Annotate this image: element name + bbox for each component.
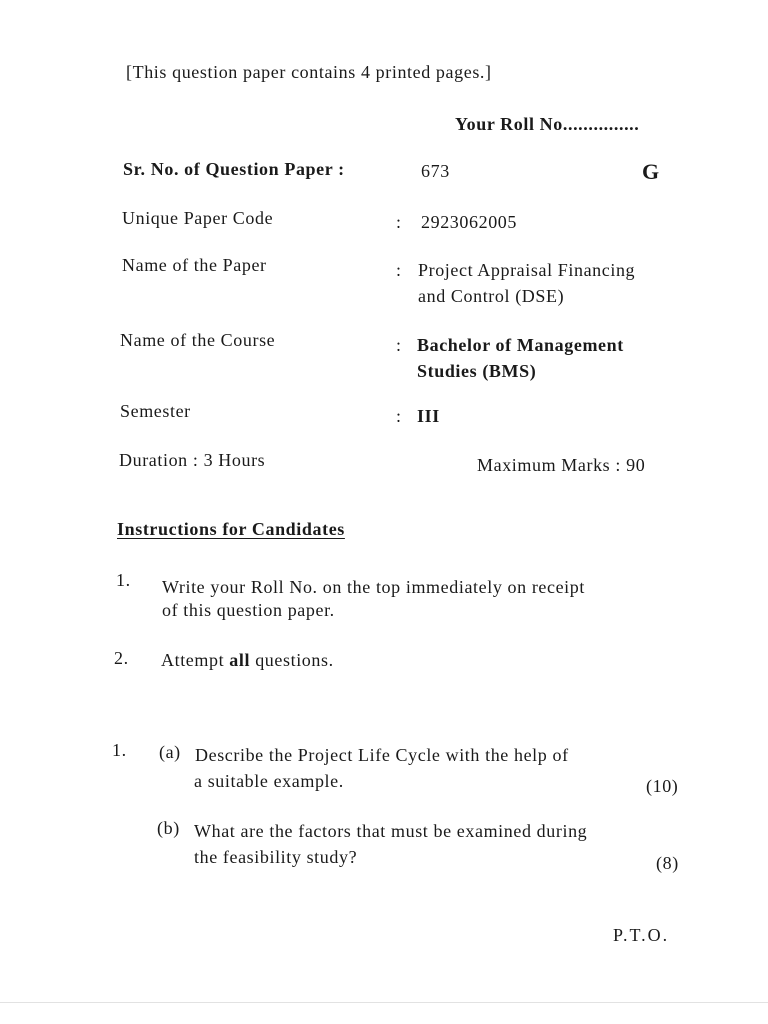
- instruction-number: 1.: [116, 570, 131, 590]
- page-bottom-edge: [0, 1002, 768, 1003]
- maximum-marks: Maximum Marks : 90: [477, 455, 646, 475]
- duration: Duration : 3 Hours: [119, 450, 266, 470]
- course-name-colon: :: [396, 335, 402, 355]
- course-name-label: Name of the Course: [120, 330, 276, 350]
- roll-number-field: Your Roll No...............: [455, 114, 640, 134]
- semester-value: III: [417, 406, 440, 426]
- pages-note: [This question paper contains 4 printed pages.]: [126, 62, 492, 82]
- course-name-value-line2: Studies (BMS): [417, 361, 537, 381]
- question-1b-line1: What are the factors that must be examined during: [194, 821, 588, 841]
- course-name-value-line1: Bachelor of Management: [417, 335, 624, 355]
- semester-label: Semester: [120, 401, 191, 421]
- question-1b-line2: the feasibility study?: [194, 847, 358, 867]
- instruction-number: 2.: [114, 648, 129, 668]
- paper-name-label: Name of the Paper: [122, 255, 267, 275]
- instruction-2-pre: Attempt: [161, 650, 230, 670]
- paper-name-colon: :: [396, 260, 402, 280]
- paper-name-value-line1: Project Appraisal Financing: [418, 260, 636, 280]
- upc-label: Unique Paper Code: [122, 208, 274, 228]
- paper-name-value-line2: and Control (DSE): [418, 286, 565, 306]
- instructions-heading: Instructions for Candidates: [117, 519, 345, 539]
- instruction-2-post: questions.: [250, 650, 334, 670]
- instruction-2: [161, 650, 334, 671]
- sr-no-label: Sr. No. of Question Paper :: [123, 159, 345, 179]
- question-1b-marks: (8): [656, 853, 679, 873]
- instruction-1-line2: of this question paper.: [162, 600, 335, 620]
- question-number: 1.: [112, 740, 127, 760]
- instruction-2-emphasis: all: [229, 650, 251, 670]
- sr-no-value: 673: [421, 161, 450, 181]
- set-code: G: [642, 159, 660, 184]
- please-turn-over: P.T.O.: [613, 925, 670, 945]
- semester-colon: :: [396, 406, 402, 426]
- question-1a-marks: (10): [646, 776, 679, 796]
- question-part-label: (a): [159, 742, 181, 762]
- upc-colon: :: [396, 212, 402, 232]
- question-1a-line2: a suitable example.: [194, 771, 344, 791]
- question-1a-line1: Describe the Project Life Cycle with the help of: [195, 745, 569, 765]
- question-part-label: (b): [157, 818, 180, 838]
- upc-value: 2923062005: [421, 212, 517, 232]
- instruction-1-line1: Write your Roll No. on the top immediately on receipt: [162, 577, 585, 597]
